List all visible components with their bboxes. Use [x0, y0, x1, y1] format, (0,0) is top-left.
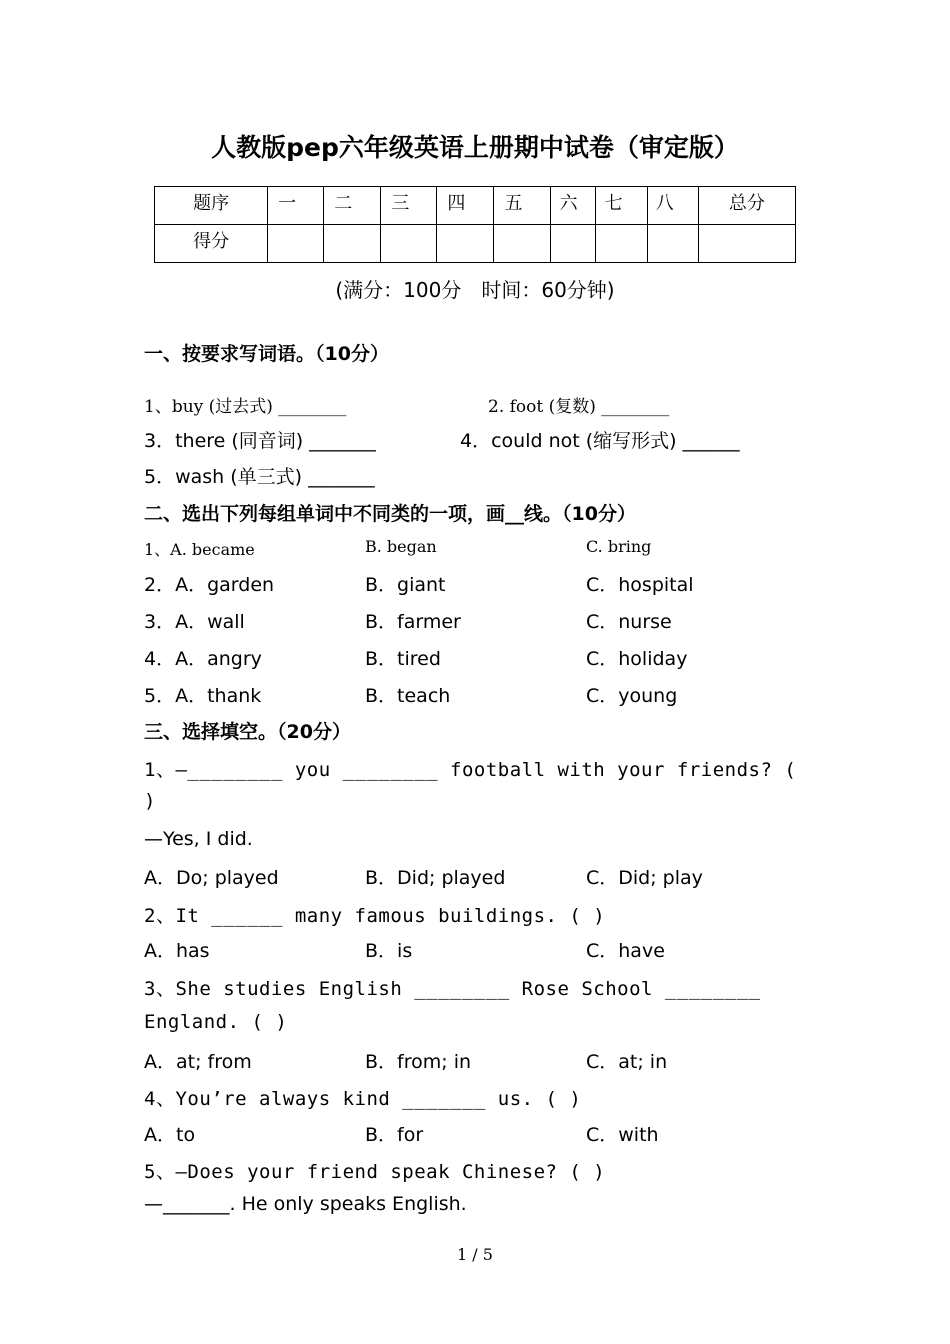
question-3-4: 4、You’re always kind _______ us. ( ) [144, 1088, 582, 1110]
score-row-label: 得分 [155, 225, 268, 263]
question-3-1-cont: ) [144, 790, 156, 812]
score-header-cell: 四 [437, 187, 494, 225]
option-b: B．Did; played [365, 867, 506, 889]
option-c: C. bring [586, 537, 652, 556]
score-cell[interactable] [595, 225, 647, 263]
section-1-heading: 一、按要求写词语。（10分） [144, 343, 389, 365]
option-c: C．nurse [586, 611, 672, 633]
question-3-5-reply: —_______. He only speaks English. [144, 1193, 467, 1215]
question-3-1: 1、—________ you ________ football with your friends? ( [144, 759, 797, 781]
option-c: C．with [586, 1124, 659, 1146]
option-c: C．at; in [586, 1051, 668, 1073]
score-cell[interactable] [698, 225, 795, 263]
option-a: 3．A．wall [144, 611, 245, 633]
score-header-cell: 八 [647, 187, 698, 225]
option-a: 4．A．angry [144, 648, 262, 670]
section-2-heading: 二、选出下列每组单词中不同类的一项，画__线。（10分） [144, 503, 636, 525]
score-cell[interactable] [324, 225, 381, 263]
exam-info: (满分：100分 时间：60分钟) [335, 278, 615, 302]
score-header-cell: 五 [494, 187, 550, 225]
question-1-3: 3．there (同音词) _______ [144, 430, 376, 452]
option-a: A．has [144, 940, 210, 962]
option-b: B．from; in [365, 1051, 472, 1073]
score-cell[interactable] [494, 225, 550, 263]
option-c: C．hospital [586, 574, 694, 596]
question-3-1-reply: —Yes, I did. [144, 828, 253, 850]
section-3-heading: 三、选择填空。（20分） [144, 721, 351, 743]
option-b: B．teach [365, 685, 451, 707]
page-title: 人教版pep六年级英语上册期中试卷（审定版） [211, 133, 739, 162]
option-c: C．young [586, 685, 678, 707]
score-cell[interactable] [381, 225, 437, 263]
score-cell[interactable] [268, 225, 324, 263]
option-a: A．at; from [144, 1051, 252, 1073]
question-3-3: 3、She studies English ________ Rose School ________ [144, 978, 761, 1000]
score-header-cell: 七 [595, 187, 647, 225]
option-a: A．to [144, 1124, 196, 1146]
score-header-cell: 二 [324, 187, 381, 225]
question-3-3-cont: England. ( ) [144, 1011, 288, 1033]
score-cell[interactable] [647, 225, 698, 263]
score-table [154, 186, 796, 263]
score-table-score-row [155, 225, 796, 263]
option-b: B. began [365, 537, 437, 556]
option-c: C．have [586, 940, 665, 962]
option-b: B．farmer [365, 611, 461, 633]
option-b: B．giant [365, 574, 446, 596]
question-3-5: 5、—Does your friend speak Chinese? ( ) [144, 1161, 606, 1183]
score-table-header-row [155, 187, 796, 225]
option-b: B．for [365, 1124, 424, 1146]
option-c: C．Did; play [586, 867, 703, 889]
score-header-cell: 一 [268, 187, 324, 225]
score-cell[interactable] [550, 225, 595, 263]
option-b: B．is [365, 940, 413, 962]
option-a: 1、A. became [144, 540, 255, 559]
question-1-1: 1、buy (过去式) ________ [144, 397, 347, 417]
option-c: C．holiday [586, 648, 688, 670]
option-b: B．tired [365, 648, 441, 670]
page-number: 1 / 5 [457, 1245, 493, 1264]
score-header-cell: 题序 [155, 187, 268, 225]
score-header-cell: 六 [550, 187, 595, 225]
score-header-cell: 总分 [698, 187, 795, 225]
option-a: 5．A．thank [144, 685, 262, 707]
option-a: A．Do; played [144, 867, 279, 889]
score-cell[interactable] [437, 225, 494, 263]
question-1-5: 5．wash (单三式) _______ [144, 466, 375, 488]
question-1-2: 2. foot (复数) ________ [488, 397, 670, 417]
question-1-4: 4．could not (缩写形式) ______ [460, 430, 740, 452]
question-3-2: 2、It ______ many famous buildings. ( ) [144, 905, 606, 927]
score-header-cell: 三 [381, 187, 437, 225]
option-a: 2．A．garden [144, 574, 275, 596]
